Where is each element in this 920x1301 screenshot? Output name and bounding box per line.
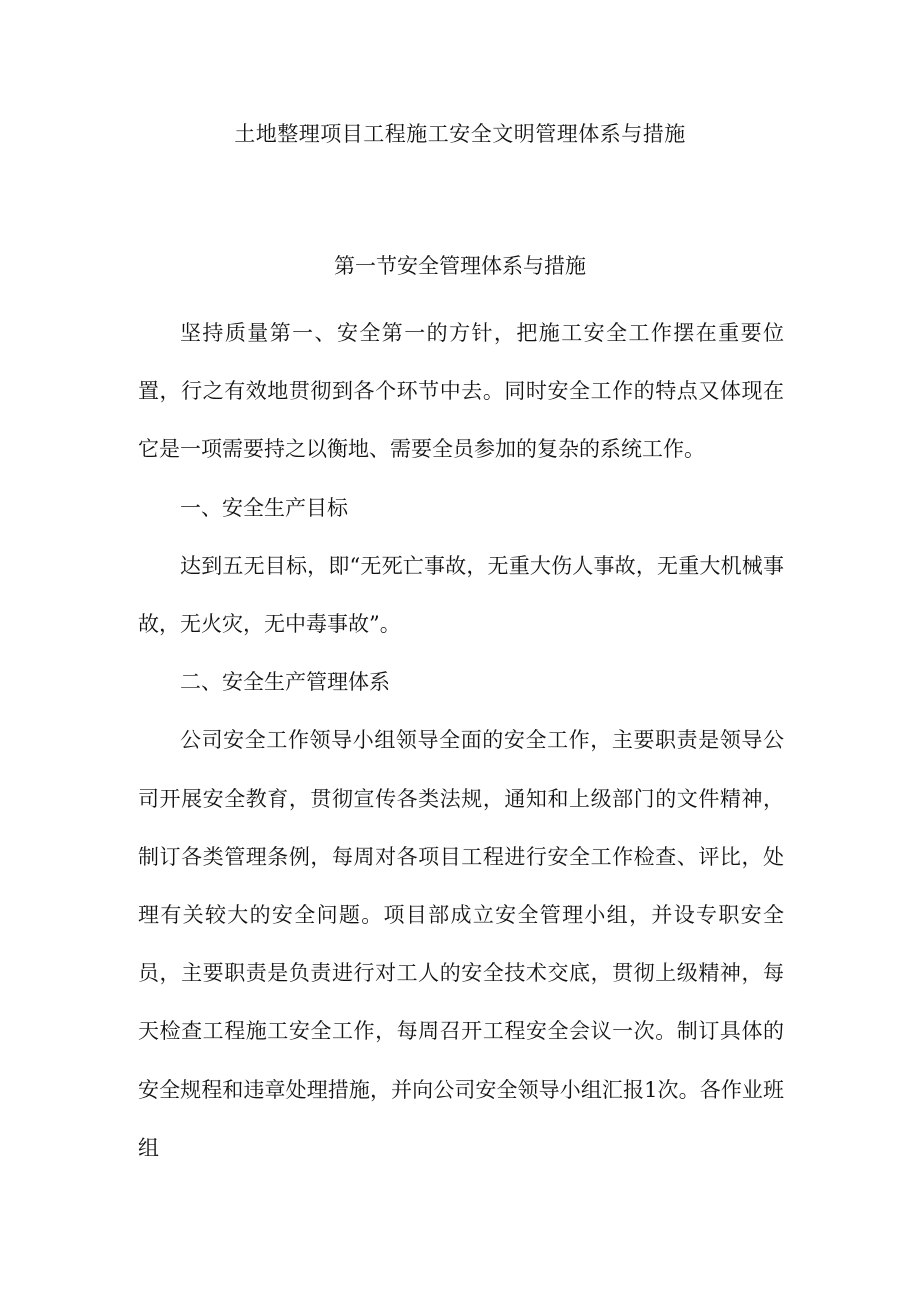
document-title: 土地整理项目工程施工安全文明管理体系与措施 bbox=[234, 122, 686, 146]
heading-management-system: 二、安全生产管理体系 bbox=[180, 670, 390, 695]
system-paragraph: 公司安全工作领导小组领导全面的安全工作，主要职责是领导公司开展安全教育，贯彻宣传各类法规，通知和上级部门的文件精神，制订各类管理条例，每周对各项目工程进行安全工作检查、评比，处理有关较大的安全问题。项目部成立安全管理小组，并设专职安全员，主要职责是负责进行对工人的安全技术交底，贯彻上级精神，每天检查工程施工安全工作，每周召开工程安全会议一次。制订具体的安全规程和违章处理措施，并向公司安全领导小组汇报1次。各作业班组 bbox=[138, 728, 784, 1160]
intro-paragraph: 坚持质量第一、安全第一的方针，把施工安全工作摆在重要位置，行之有效地贯彻到各个环节中去。同时安全工作的特点又体现在它是一项需要持之以衡地、需要全员参加的复杂的系统工作。 bbox=[138, 321, 784, 462]
document-body bbox=[138, 304, 784, 1177]
section-title: 第一节安全管理体系与措施 bbox=[334, 254, 586, 278]
heading-safety-goal: 一、安全生产目标 bbox=[180, 495, 348, 520]
goal-paragraph: 达到五无目标，即“无死亡事故，无重大伤人事故，无重大机械事故，无火灾，无中毒事故”。 bbox=[138, 553, 784, 637]
